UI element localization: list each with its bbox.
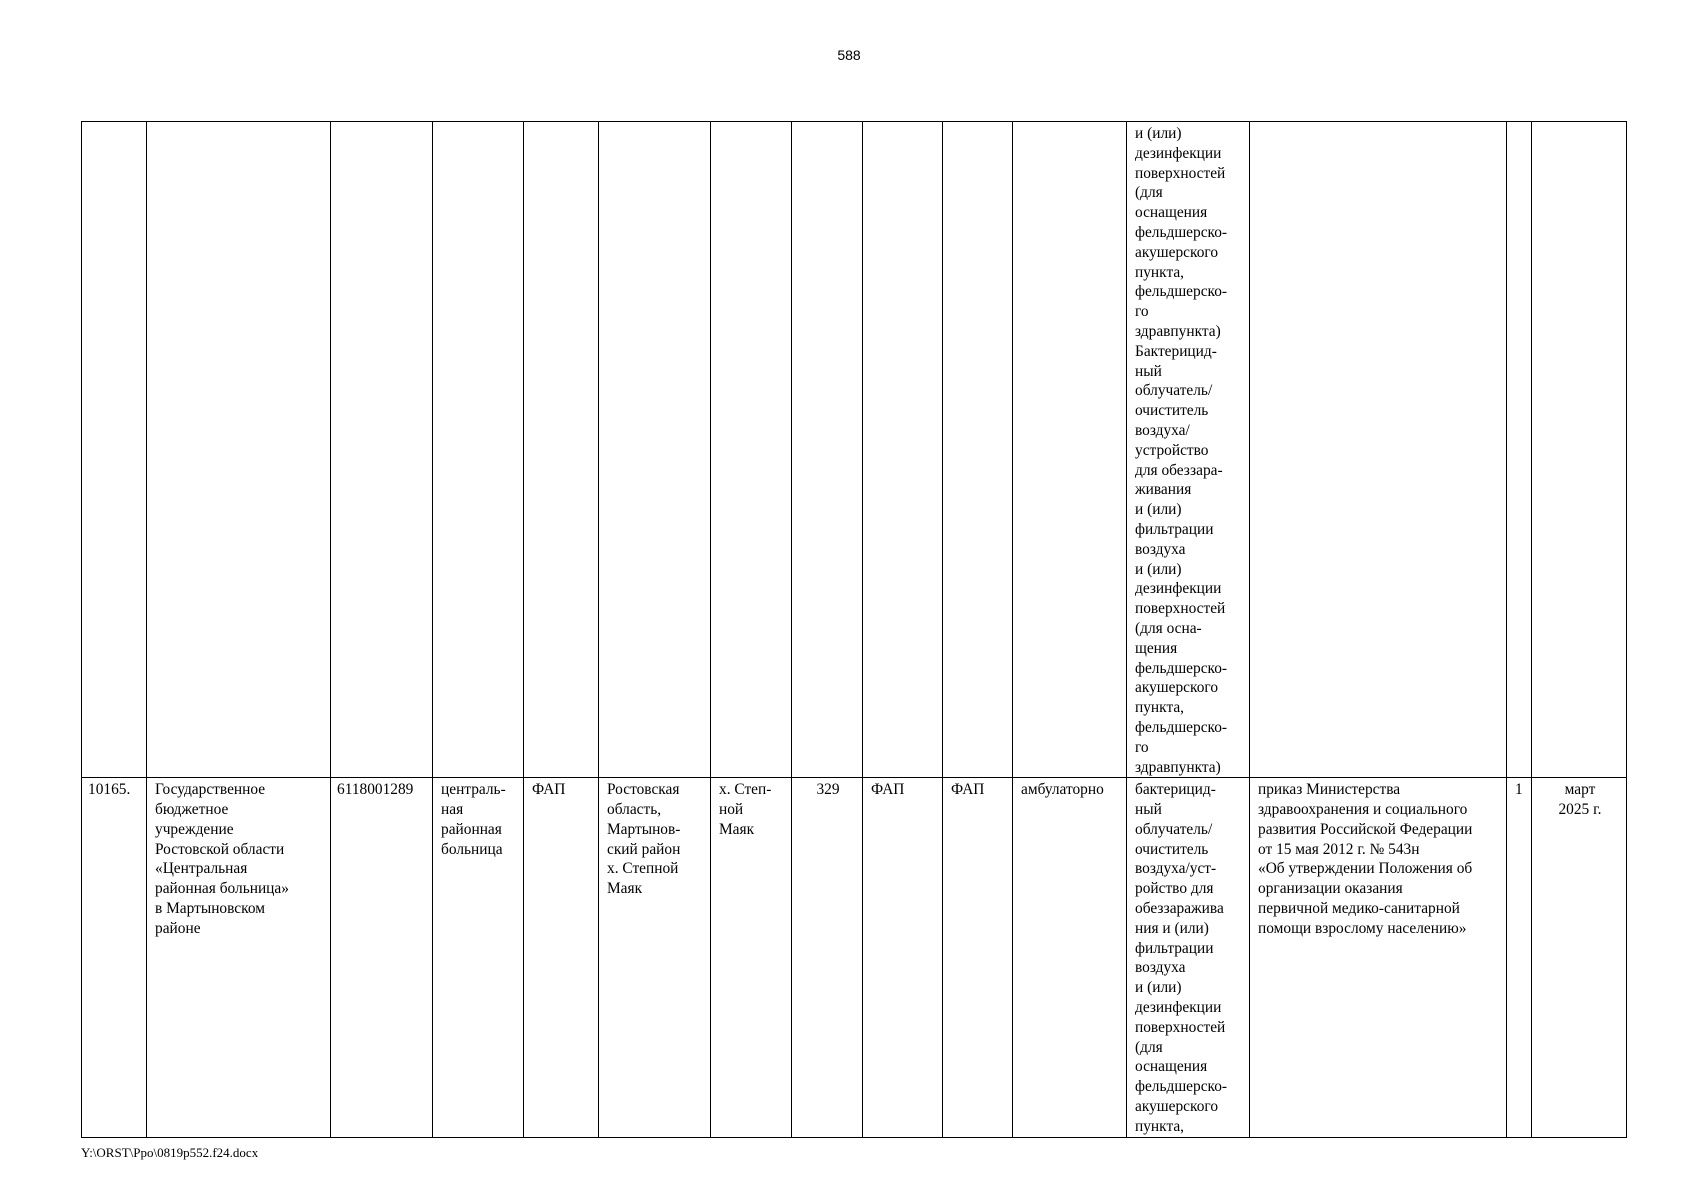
cell-date (1532, 122, 1627, 778)
cell-unit-kind-2 (943, 122, 1013, 778)
cell-unit-type: ФАП (524, 778, 599, 1137)
cell-care-form: амбулаторно (1013, 778, 1127, 1137)
cell-unit-kind (863, 122, 943, 778)
cell-regulation: приказ Министерства здравоохранения и социального развития Российской Федерации от 15 мая 2012 г. № 543н «Об утверждении Положения об организации оказания первичной медико-санитарной помощи взрослому населению» (1250, 778, 1507, 1137)
cell-settlement: х. Степ- ной Маяк (711, 778, 792, 1137)
cell-date: март 2025 г. (1532, 778, 1627, 1137)
equipment-table (81, 121, 1627, 1138)
cell-number (82, 122, 147, 778)
cell-quantity (1507, 122, 1532, 778)
cell-address (599, 122, 711, 778)
cell-care-form (1013, 122, 1127, 778)
cell-population (792, 122, 863, 778)
cell-type (433, 122, 524, 778)
cell-unit-type (524, 122, 599, 778)
cell-address: Ростовская область, Мартынов- ский район х. Степной Маяк (599, 778, 711, 1137)
cell-equipment: бактерицид- ный облучатель/ очиститель воздуха/уст- ройство для обеззаражива ния и (или) фильтрации воздуха и (или) дезинфекции поверхностей (для оснащения фельдшерско- акушерского пункта, (1127, 778, 1250, 1137)
cell-equipment: и (или) дезинфекции поверхностей (для оснащения фельдшерско- акушерского пункта, фельдшерско- го здравпункта) Бактерицид- ный облучатель/ очиститель воздуха/ устройство для обеззара- живания и (или) фильтрации воздуха и (или) дезинфекции поверхностей (для осна- щения фельдшерско- акушерского пункта, фельдшерско- го здравпункта) (1127, 122, 1250, 778)
footer-file-path: Y:\ORST\Ppo\0819p552.f24.docx (81, 1145, 259, 1160)
cell-inn: 6118001289 (331, 778, 433, 1137)
cell-unit-kind-2: ФАП (943, 778, 1013, 1137)
table-row (82, 778, 1627, 1137)
cell-settlement (711, 122, 792, 778)
cell-number: 10165. (82, 778, 147, 1137)
table-row-continuation (82, 122, 1627, 778)
cell-population: 329 (792, 778, 863, 1137)
cell-quantity: 1 (1507, 778, 1532, 1137)
cell-regulation (1250, 122, 1507, 778)
page-number: 588 (837, 47, 861, 63)
cell-inn (331, 122, 433, 778)
cell-unit-kind: ФАП (863, 778, 943, 1137)
cell-type: централь- ная районная больница (433, 778, 524, 1137)
cell-institution: Государственное бюджетное учреждение Ростовской области «Центральная районная больница» в Мартыновском районе (147, 778, 331, 1137)
cell-institution (147, 122, 331, 778)
